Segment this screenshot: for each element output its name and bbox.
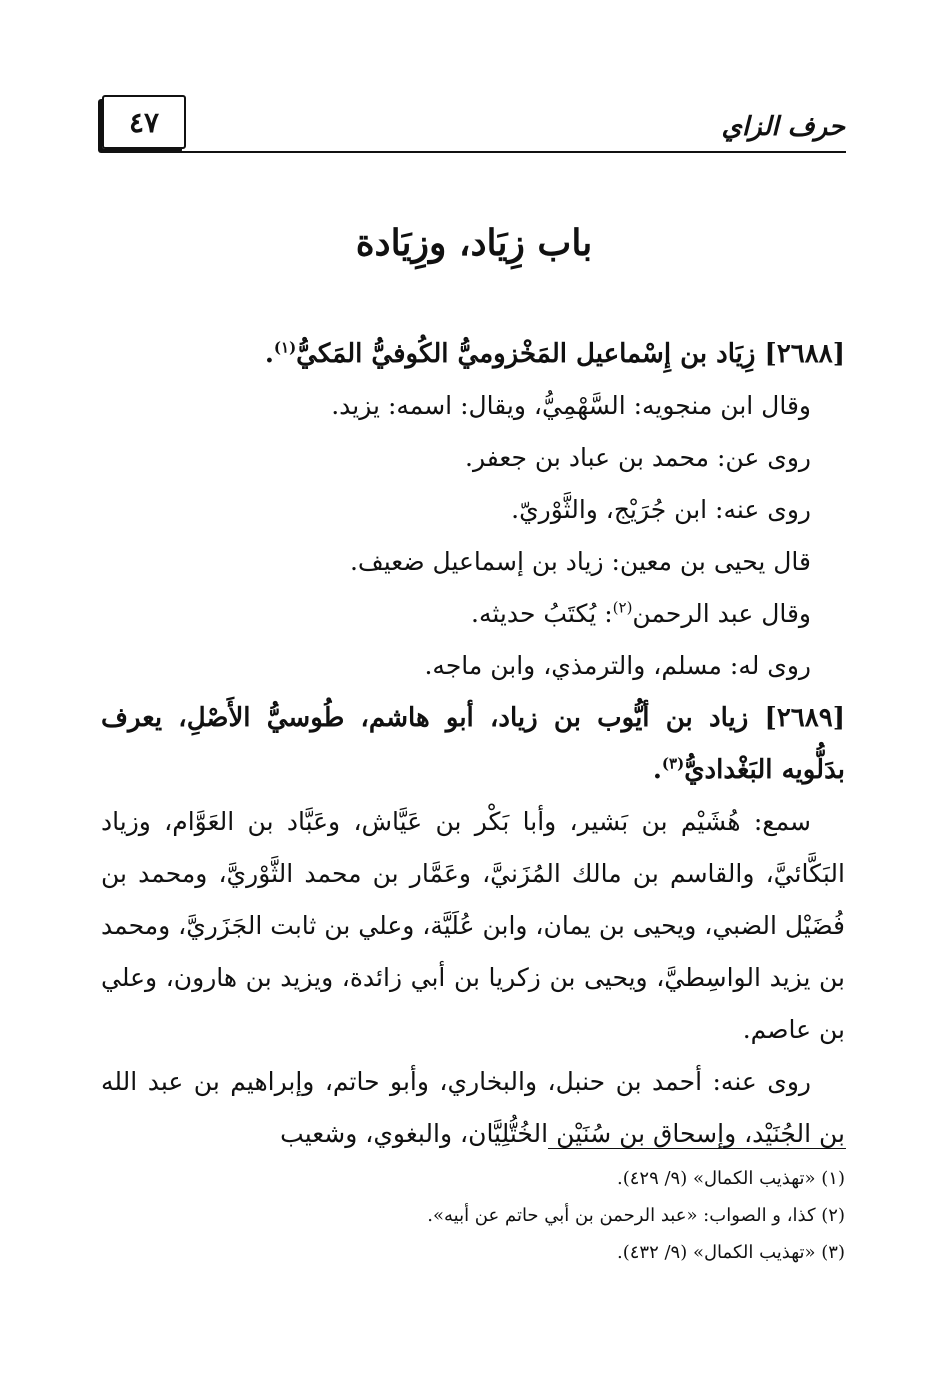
entry-heading-end: .	[264, 339, 274, 369]
entry-line: وقال ابن منجويه: السَّهْمِيُّ، ويقال: اسمه: يزيد.	[331, 391, 811, 420]
entry-heading-text: [٢٦٨٩] زياد بن أيُّوب بن زياد، أبو هاشم، طُوسيُّ الأَصْلِ، يعرف بدَلُّويه البَغْداديُّ	[101, 703, 845, 785]
footnote-2: (٢) كذا، و الصواب: «عبد الرحمن بن أبي حاتم عن أبيه».	[427, 1205, 845, 1226]
footnote-1: (١) «تهذيب الكمال» (٩/ ٤٢٩).	[616, 1168, 845, 1189]
entry-heading-end: .	[652, 755, 662, 785]
chapter-title: باب زِيَاد، وزِيَادة	[355, 222, 593, 264]
entry-heading-2688	[101, 328, 845, 380]
entry-line: قال يحيى بن معين: زياد بن إسماعيل ضعيف.	[349, 547, 811, 576]
running-head: حرف الزاي	[721, 112, 845, 142]
page-number-text: ٤٧	[128, 105, 160, 139]
footnotes	[101, 1160, 845, 1271]
entry-paragraph: روى عنه: أحمد بن حنبل، والبخاري، وأبو حاتم، وإبراهيم بن عبد الله بن الجُنَيْد، وإسحاق بن سُنَيْن الخُتُّلِيَّان، والبغوي، وشعيب	[101, 1067, 845, 1148]
footnote-ref: (٣)	[661, 754, 685, 773]
footnote-divider	[548, 1148, 846, 1149]
entry-line-end: : يُكتَبُ حديثه.	[471, 599, 613, 628]
entry-line-start: وقال عبد الرحمن	[632, 599, 811, 628]
entry-heading-text: [٢٦٨٨] زِيَاد بن إِسْماعيل المَخْزوميُّ الكُوفيُّ المَكيُّ	[296, 339, 845, 369]
body-text	[101, 328, 845, 1160]
entry-paragraph: سمع: هُشَيْم بن بَشير، وأبا بَكْر بن عَيَّاش، وعَبَّاد بن العَوَّام، وزياد البَكَّائيَّ، والقاسم بن مالك المُزَنيَّ، وعَمَّار بن محمد الثَّوْريَّ، ومحمد بن فُضَيْل الضبي، ويحيى بن يمان، وابن عُلَيَّة، وعلي بن ثابت الجَزَريَّ، ومحمد بن يزيد الواسِطيَّ، ويحيى بن زكريا بن أبي زائدة، ويزيد بن هارون، وعلي بن عاصم.	[101, 807, 845, 1044]
entry-line: روى عنه: ابن جُرَيْج، والثَّوْريّ.	[511, 495, 811, 524]
entry-heading-2689	[101, 692, 845, 796]
footnote-ref: (٢)	[612, 598, 633, 617]
entry-line	[101, 588, 845, 640]
footnote-3: (٣) «تهذيب الكمال» (٩/ ٤٣٢).	[616, 1242, 845, 1263]
entry-line: روى له: مسلم، والترمذي، وابن ماجه.	[424, 651, 811, 680]
footnote-ref: (١)	[273, 338, 297, 357]
header-divider	[102, 151, 846, 153]
page-number	[102, 95, 186, 149]
entry-line: روى عن: محمد بن عباد بن جعفر.	[465, 443, 811, 472]
